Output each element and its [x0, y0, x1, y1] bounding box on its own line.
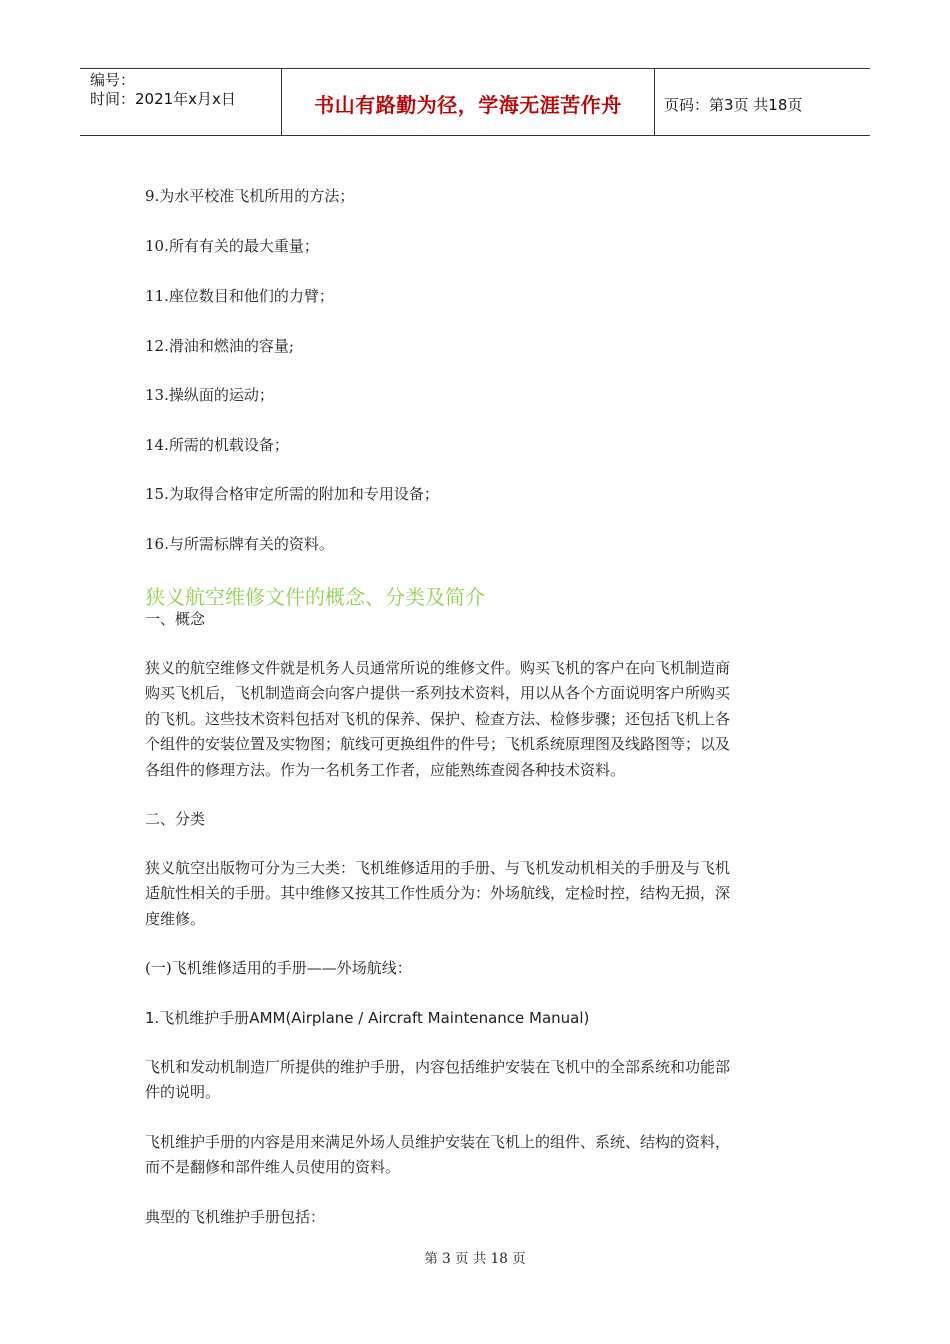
list-item: 10.所有有关的最大重量；: [145, 237, 319, 255]
subheading-classification: 二、分类: [145, 810, 206, 828]
list-item: 13.操纵面的运动；: [145, 386, 274, 404]
paragraph-line: 度维修。: [145, 910, 206, 928]
header-motto: 书山有路勤为径，学海无涯苦作舟: [314, 93, 622, 117]
paragraph-line: 飞机和发动机制造厂所提供的维护手册，内容包括维护安装在飞机中的全部系统和功能部: [145, 1058, 731, 1076]
list-item: 11.座位数目和他们的力臂；: [145, 287, 334, 305]
time-label: 时间：2021年x月x日: [90, 90, 236, 108]
list-item: 14.所需的机载设备；: [145, 436, 289, 454]
page-header: [80, 68, 870, 136]
paragraph-line: 狭义的航空维修文件就是机务人员通常所说的维修文件。购买飞机的客户在向飞机制造商: [145, 659, 731, 677]
paragraph-line: 飞机维护手册的内容是用来满足外场人员维护安装在飞机上的组件、系统、结构的资料，: [145, 1133, 731, 1151]
header-meta: [90, 71, 236, 109]
paragraph-line: 狭义航空出版物可分为三大类：飞机维修适用的手册、与飞机发动机相关的手册及与飞机: [145, 859, 731, 877]
paragraph-line: 个组件的安装位置及实物图；航线可更换组件的件号；飞机系统原理图及线路图等；以及: [145, 735, 731, 753]
paragraph-line: 各组件的修理方法。作为一名机务工作者，应能熟练查阅各种技术资料。: [145, 761, 626, 779]
subheading-concept: 一、概念: [145, 610, 206, 628]
paragraph-line: 而不是翻修和部件维人员使用的资料。: [145, 1158, 401, 1176]
paragraph-typical: 典型的飞机维护手册包括：: [145, 1208, 326, 1226]
subheading-line-maintenance: (一)飞机维修适用的手册——外场航线：: [145, 959, 412, 977]
list-item: 12.滑油和燃油的容量;: [145, 337, 294, 355]
number-label: 编号：: [90, 71, 136, 89]
header-page-info: 页码：第3页 共18页: [664, 96, 803, 114]
subheading-amm: 1.飞机维护手册AMM(Airplane / Aircraft Maintenance Manual): [145, 1009, 590, 1027]
list-item: 16.与所需标牌有关的资料。: [145, 535, 334, 553]
list-item: 9.为水平校准飞机所用的方法；: [145, 187, 355, 205]
section-title: 狭义航空维修文件的概念、分类及简介: [145, 585, 485, 609]
page-footer: 第 3 页 共 18 页: [424, 1251, 526, 1267]
paragraph-line: 件的说明。: [145, 1083, 221, 1101]
header-divider: [654, 69, 655, 135]
paragraph-line: 购买飞机后，飞机制造商会向客户提供一系列技术资料，用以从各个方面说明客户所购买: [145, 684, 731, 702]
list-item: 15.为取得合格审定所需的附加和专用设备；: [145, 485, 439, 503]
paragraph-line: 适航性相关的手册。其中维修又按其工作性质分为：外场航线，定检时控，结构无损，深: [145, 884, 731, 902]
paragraph-line: 的飞机。这些技术资料包括对飞机的保养、保护、检查方法、检修步骤；还包括飞机上各: [145, 710, 731, 728]
